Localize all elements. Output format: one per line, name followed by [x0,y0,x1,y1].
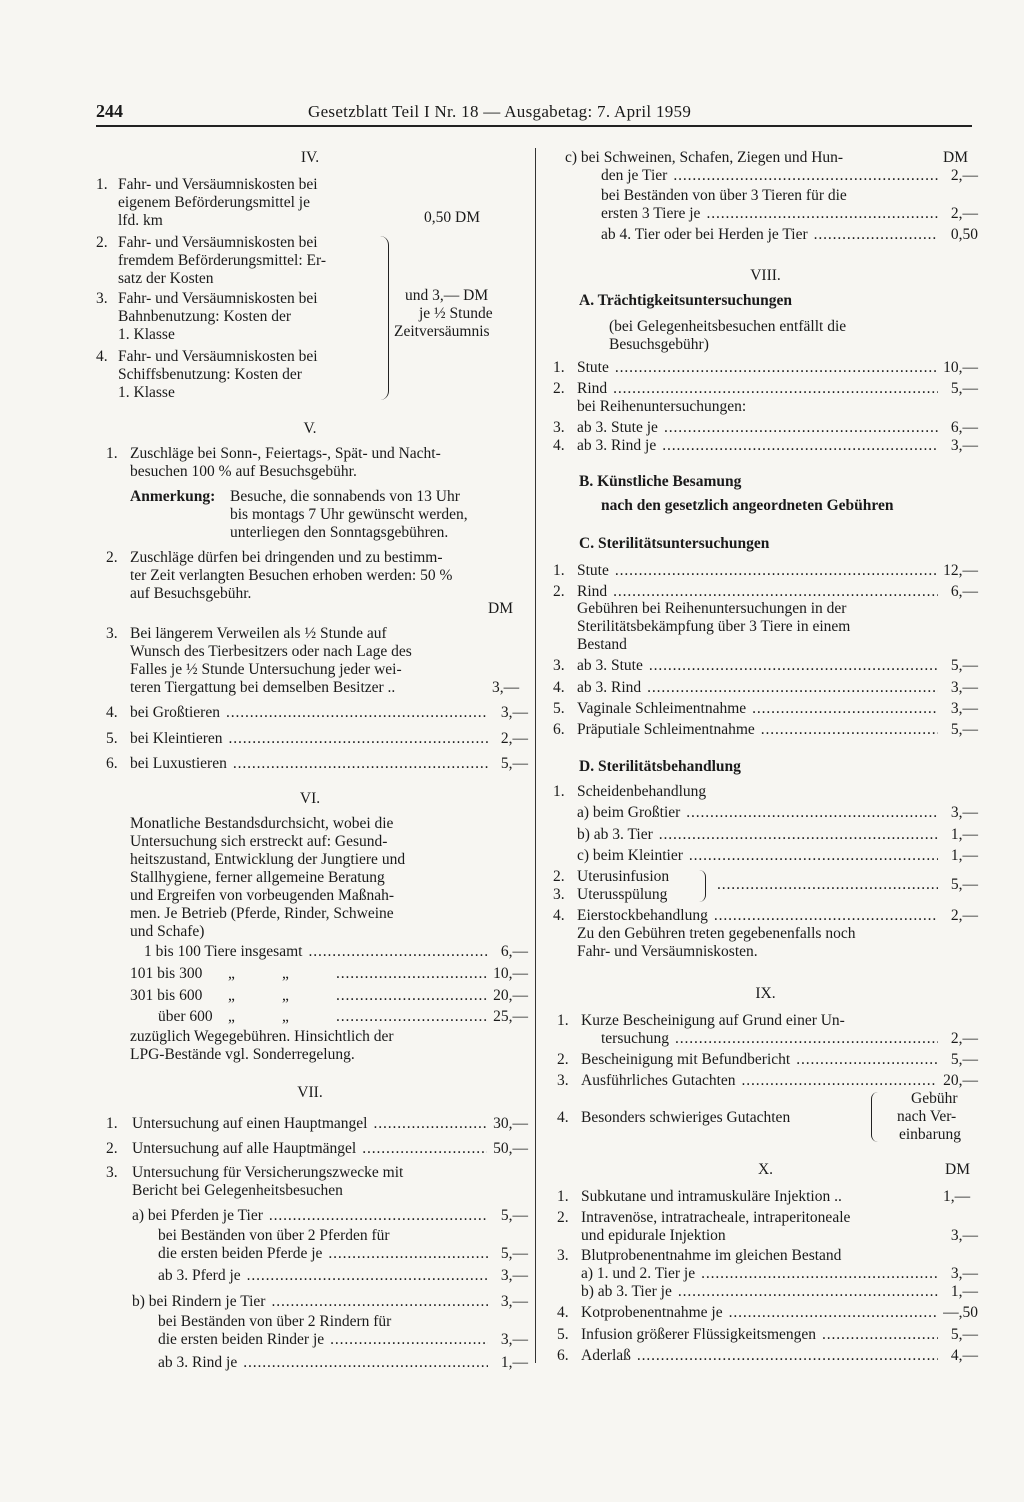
page-header [96,102,972,126]
item-text: teren Tiergattung bei demselben Besitzer .. [130,679,396,696]
fee-row: b) ab 3. Tier . . . 1,— [577,825,978,844]
note-text: Bestand [577,636,627,653]
fee-row: Rind . . . 6,— [577,582,978,601]
fee-value: 1,— [943,1188,971,1205]
item-text: Blutprobenentnahme im gleichen Bestand [581,1247,842,1264]
item-number: 2. [553,868,565,885]
item-text: Kurze Bescheinigung auf Grund einer Un- [581,1012,845,1029]
fee-row: bei Großtieren . . . 3,— [130,703,528,722]
subsection-title: D. Sterilitätsbehandlung [579,758,741,775]
section-title-v: V. [303,420,317,437]
item-text: satz der Kosten [118,270,214,287]
item-number: 1. [553,359,565,376]
fee-row: ab 3. Rind je . . . 1,— [158,1353,528,1372]
item-number: 2. [553,380,565,397]
section-title-ix: IX. [755,985,776,1002]
fee-row: die ersten beiden Pferde je . . . 5,— [158,1244,528,1263]
item-text: Bericht bei Gelegenheitsbesuchen [132,1182,343,1199]
item-text: Schiffsbenutzung: Kosten der [118,366,302,383]
note-text: Besuchsgebühr) [609,336,709,353]
subsection-title: B. Künstliche Besamung [579,473,742,490]
section-text: Untersuchung sich erstreckt auf: Gesund- [130,833,388,850]
fee-row: ab 4. Tier oder bei Herden je Tier . . . 0,50 [601,225,978,244]
fee-row: Stute . . . 12,— [577,561,978,580]
fee-row: ersten 3 Tiere je . . . 2,— [601,204,978,223]
fee-row: ab 3. Rind . . . 3,— [577,678,978,697]
item-number: 3. [106,625,118,642]
section-text: heitszustand, Entwicklung der Jungtiere und [130,851,406,868]
currency-label: DM [945,1161,970,1178]
fee-row: . . . 10,— [336,964,528,983]
note-text: Fahr- und Versäumniskosten. [577,943,758,960]
fee-row: . . . 5,— [717,875,978,894]
section-title-viii: VIII. [750,267,781,284]
item-text: bei Beständen von über 2 Pferden für [158,1227,390,1244]
subsection-text: nach den gesetzlich angeordneten Gebühren [601,497,894,514]
column-divider [535,148,536,1363]
fee-row: ab 3. Stute . . . 5,— [577,656,978,675]
item-number: 6. [553,721,565,738]
item-text: Fahr- und Versäumniskosten bei [118,348,318,365]
item-number: 1. [553,783,565,800]
fee-row: b) bei Rindern je Tier . . . 3,— [132,1292,528,1311]
item-number: 2. [557,1209,569,1226]
fee-row: Eierstockbehandlung . . . 2,— [577,906,978,925]
currency-label: DM [943,149,968,166]
fee-row: Kotprobenentnahme je . . . —,50 [581,1303,978,1322]
item-number: 1. [106,1115,118,1132]
item-number: 4. [96,348,108,365]
fee-row: Untersuchung auf einen Hauptmangel . . . 30,— [132,1114,528,1133]
item-number: 6. [557,1347,569,1364]
tier-range: 101 bis 300 [130,965,203,982]
item-number: 2. [106,549,118,566]
note-label: Anmerkung: [130,488,216,505]
item-text: lfd. km [118,212,163,229]
item-number: 1. [557,1012,569,1029]
fee-row: a) 1. und 2. Tier je . . . 3,— [581,1264,978,1283]
item-number: 1. [96,176,108,193]
ditto-mark: „ [282,987,289,1004]
item-text: fremdem Beförderungsmittel: Er- [118,252,327,269]
item-text: Uterusinfusion [577,868,670,885]
note-text: Sterilitätsbekämpfung über 3 Tiere in einem [577,618,851,635]
item-text: Bahnbenutzung: Kosten der [118,308,292,325]
item-text: Zuschläge dürfen bei dringenden und zu bestimm- [130,549,443,566]
fee-row: . . . 25,— [336,1007,528,1026]
page-number: 244 [96,101,123,121]
section-title-vi: VI. [299,790,321,807]
item-text: bei Beständen von über 3 Tieren für die [601,187,847,204]
extra-cost: Zeitversäumnis [394,323,490,340]
fee-row: und epidurale Injektion 3,— [581,1227,978,1244]
note-text: unterliegen den Sonntagsgebühren. [230,524,449,541]
brace-icon [380,236,389,400]
subsection-title: A. Trächtigkeitsuntersuchungen [579,292,793,309]
rate-value: 0,50 DM [424,209,480,226]
extra-cost: und 3,— DM [405,287,489,304]
fee-row: Bescheinigung mit Befundbericht . . . 5,— [581,1050,978,1069]
item-number: 4. [106,704,118,721]
item-number: 2. [557,1051,569,1068]
item-number: 6. [106,755,118,772]
note-text: bis montags 7 Uhr gewünscht werden, [230,506,468,523]
fee-row: die ersten beiden Rinder je . . . 3,— [158,1330,528,1349]
item-text: Falles je ½ Stunde Untersuchung jeder wei- [130,661,402,678]
fee-row: ab 3. Pferd je . . . 3,— [158,1266,528,1285]
fee-row: ab 3. Rind je . . . 3,— [577,436,978,455]
note-text: Gebühren bei Reihenuntersuchungen in der [577,600,847,617]
item-text: Intravenöse, intratracheale, intraperitoneale [581,1209,851,1226]
item-text: Fahr- und Versäumniskosten bei [118,290,318,307]
gazette-title: Gesetzblatt Teil I Nr. 18 — Ausgabetag: 7. April 1959 [308,102,692,121]
section-text: und Schafe) [130,923,205,940]
ditto-mark: „ [282,1008,289,1025]
item-number: 5. [557,1326,569,1343]
fee-row: . . . 20,— [336,986,528,1005]
ditto-mark: „ [228,987,235,1004]
subsection-title: C. Sterilitätsuntersuchungen [579,535,770,552]
item-text: Besonders schwieriges Gutachten [581,1109,791,1126]
brace-icon [871,1092,878,1142]
fee-value: 3,— [492,679,520,696]
section-text: Monatliche Bestandsdurchsicht, wobei die [130,815,394,832]
fee-row: a) bei Pferden je Tier . . . 5,— [132,1206,528,1225]
item-number: 3. [553,657,565,674]
fee-row: Präputiale Schleimentnahme . . . 5,— [577,720,978,739]
item-number: 4. [553,437,565,454]
item-number: 2. [96,234,108,251]
fee-row: 1 bis 100 Tiere insgesamt . . . 6,— [144,942,528,961]
fee-row: Aderlaß . . . 4,— [581,1346,978,1365]
item-number: 3. [553,419,565,436]
item-text: besuchen 100 % auf Besuchsgebühr. [130,463,357,480]
item-number: 4. [557,1304,569,1321]
item-text: bei Reihenuntersuchungen: [577,398,747,415]
brace-icon [699,870,706,902]
section-text: Stallhygiene, ferner allgemeine Beratung [130,869,385,886]
item-number: 3. [106,1164,118,1181]
item-text: Uterusspülung [577,886,668,903]
item-text: Fahr- und Versäumniskosten bei [118,176,318,193]
item-text: Fahr- und Versäumniskosten bei [118,234,318,251]
fee-row: den je Tier . . . 2,— [601,166,978,185]
item-number: 3. [553,886,565,903]
ditto-mark: „ [228,965,235,982]
note-text: (bei Gelegenheitsbesuchen entfällt die [609,318,847,335]
ditto-mark: „ [228,1008,235,1025]
item-number: 3. [96,290,108,307]
item-number: 2. [106,1140,118,1157]
fee-row: ab 3. Stute je . . . 6,— [577,418,978,437]
fee-row: b) ab 3. Tier je . . . 1,— [581,1282,978,1301]
item-number: 5. [553,700,565,717]
fee-row: tersuchung . . . 2,— [601,1029,978,1048]
fee-row: Ausführliches Gutachten . . . 20,— [581,1071,978,1090]
fee-note: Gebühr [911,1090,958,1107]
item-text: Subkutane und intramuskuläre Injektion .. [581,1188,842,1205]
item-text: c) bei Schweinen, Schafen, Ziegen und Hun- [565,149,844,166]
item-number: 4. [553,907,565,924]
fee-row: Infusion größerer Flüssigkeitsmengen . . . 5,— [581,1325,978,1344]
section-title-vii: VII. [297,1084,323,1101]
item-text: ter Zeit verlangten Besuchen erhoben werden: 50 % [130,567,453,584]
item-number: 3. [557,1072,569,1089]
item-text: bei Beständen von über 2 Rindern für [158,1313,392,1330]
item-number: 1. [106,445,118,462]
fee-row: Stute . . . 10,— [577,358,978,377]
item-text: 1. Klasse [118,326,175,343]
note-text: Besuche, die sonnabends von 13 Uhr [230,488,460,505]
item-text: Zuschläge bei Sonn-, Feiertags-, Spät- und Nacht- [130,445,441,462]
item-number: 2. [553,583,565,600]
item-number: 1. [557,1188,569,1205]
item-number: 5. [106,730,118,747]
fee-row: Untersuchung auf alle Hauptmängel . . . 50,— [132,1139,528,1158]
item-number: 4. [553,679,565,696]
item-number: 3. [557,1247,569,1264]
fee-row: a) beim Großtier . . . 3,— [577,803,978,822]
currency-label: DM [488,600,513,617]
note-text: Zu den Gebühren treten gegebenenfalls noch [577,925,856,942]
extra-cost: je ½ Stunde [419,305,493,322]
ditto-mark: „ [282,965,289,982]
item-text: Wunsch des Tierbesitzers oder nach Lage des [130,643,412,660]
item-text: Bei längerem Verweilen als ½ Stunde auf [130,625,387,642]
item-text: 1. Klasse [118,384,175,401]
fee-row: bei Kleintieren . . . 2,— [130,729,528,748]
section-text: und Ergreifen von vorbeugenden Maßnah- [130,887,394,904]
section-text: zuzüglich Wegegebühren. Hinsichtlich der [130,1028,394,1045]
item-text: Untersuchung für Versicherungszwecke mit [132,1164,404,1181]
fee-note: nach Ver- [897,1108,957,1125]
header-rule [96,125,972,127]
item-text: Scheidenbehandlung [577,783,707,800]
section-title-iv: IV. [300,149,320,166]
fee-row: Vaginale Schleimentnahme . . . 3,— [577,699,978,718]
tier-range: 301 bis 600 [130,987,203,1004]
fee-row: bei Luxustieren . . . 5,— [130,754,528,773]
section-text: men. Je Betrieb (Pferde, Rinder, Schweine [130,905,394,922]
item-text: eigenem Beförderungsmittel je [118,194,310,211]
fee-row: Rind . . . 5,— [577,379,978,398]
tier-range: über 600 [158,1008,213,1025]
item-text: auf Besuchsgebühr. [130,585,252,602]
item-number: 1. [553,562,565,579]
section-text: LPG-Bestände vgl. Sonderregelung. [130,1046,355,1063]
item-number: 4. [557,1109,569,1126]
fee-note: einbarung [899,1126,961,1143]
fee-row: c) beim Kleintier . . . 1,— [577,846,978,865]
section-title-x: X. [757,1161,774,1178]
